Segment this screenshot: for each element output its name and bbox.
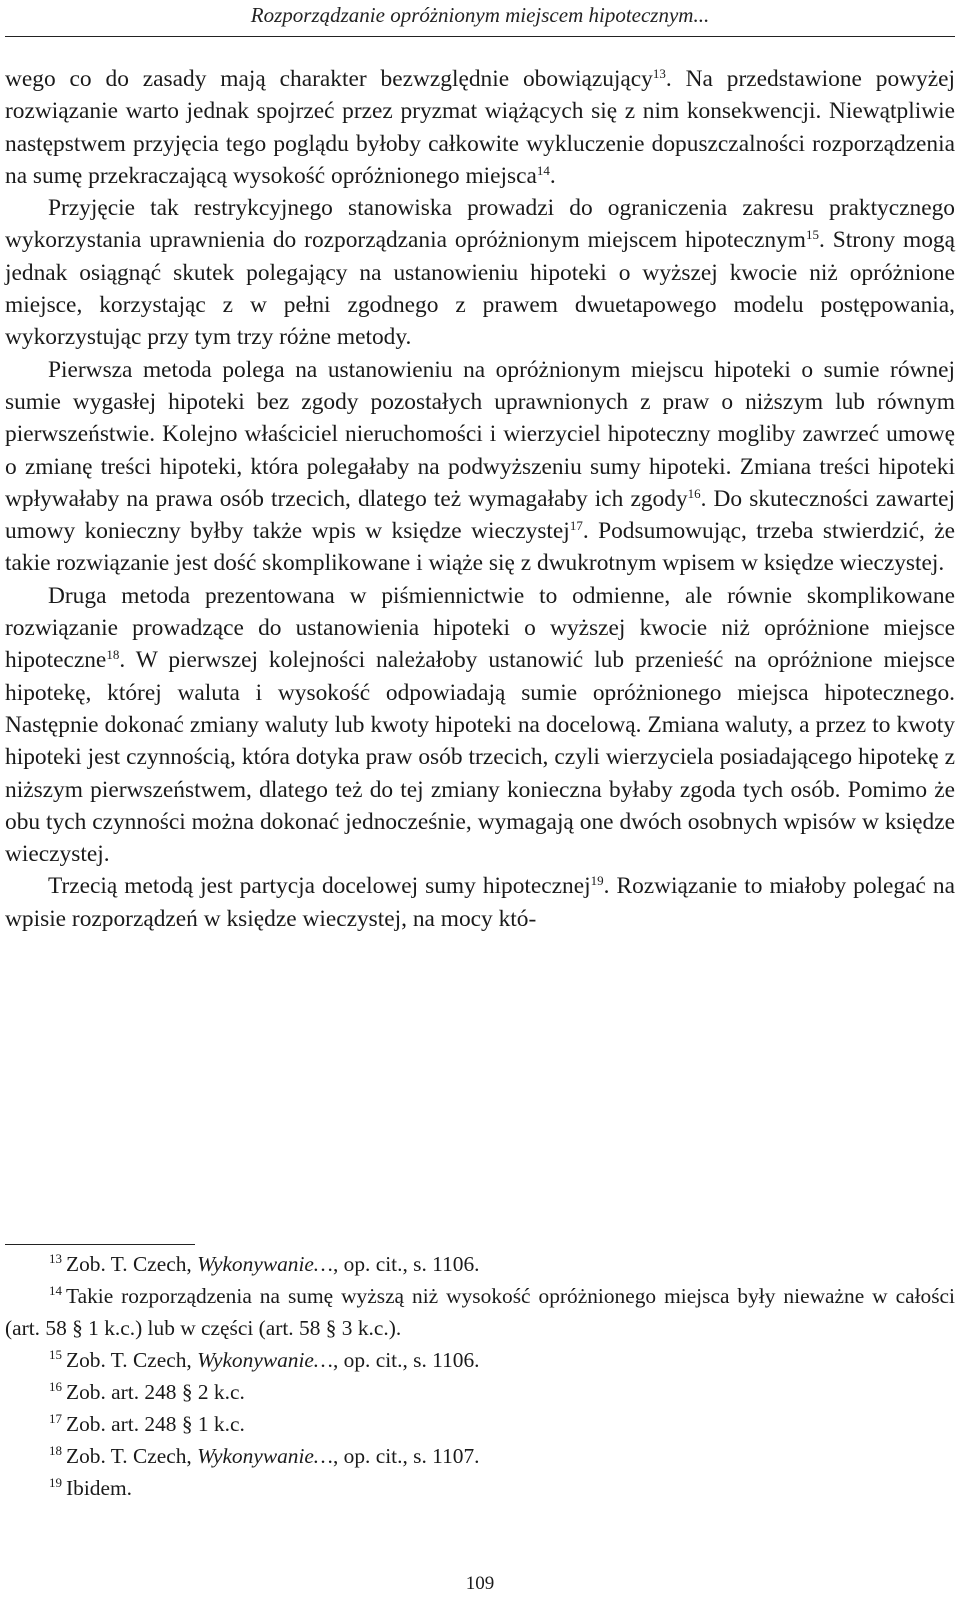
running-header: Rozporządzanie opróżnionym miejscem hipotecznym...	[250, 3, 710, 27]
footnote-14	[5, 1280, 955, 1344]
text-run: . Rozwiązanie to miałoby polegać na wpisie rozporządzeń w księdze wieczystej, na mocy któ-	[5, 873, 955, 932]
footnote-text: Zob. T. Czech,	[66, 1348, 198, 1372]
footnote-number: 16	[49, 1379, 62, 1394]
page-number: 109	[465, 1573, 495, 1594]
footnote-text: Zob. T. Czech,	[66, 1444, 198, 1468]
footnote-15	[5, 1344, 955, 1376]
footnote-text: Takie rozporządzenia na sumę wyższą niż wysokość opróżnionego miejsca były nieważne w całości (art. 58 § 1 k.c.) lub w części (art. 58 § 3 k.c.).	[5, 1284, 955, 1340]
header-rule	[5, 36, 955, 37]
footnote-ref-18[interactable]: 18	[106, 647, 120, 663]
footnote-text: , op. cit., s. 1106.	[332, 1348, 480, 1372]
footnote-text: Zob. art. 248 § 1 k.c.	[66, 1412, 245, 1436]
footnote-text: , op. cit., s. 1107.	[332, 1444, 480, 1468]
footnote-number: 17	[49, 1411, 62, 1426]
paragraph-3	[5, 354, 955, 580]
footnote-number: 13	[49, 1251, 62, 1266]
main-text	[5, 63, 955, 935]
footnote-number: 14	[49, 1283, 62, 1298]
paragraph-1	[5, 63, 955, 192]
footnote-text: Zob. art. 248 § 2 k.c.	[66, 1380, 245, 1404]
paragraph-4	[5, 580, 955, 871]
footnote-ref-14[interactable]: 14	[536, 162, 550, 178]
text-run: wego co do zasady mają charakter bezwzględnie obowiązujący	[5, 66, 653, 92]
footnote-19	[5, 1472, 955, 1504]
text-run: . Podsumowując, trzeba stwierdzić, że takie rozwiązanie jest dość skomplikowane i wiąże się z dwukrotnym wpisem w księdze wieczystej.	[5, 518, 955, 577]
text-run: . W pierwszej kolejności należałoby ustanowić lub przenieść na opróżnione miejsce hipotekę, której waluta i wysokość odpowiadają sumie opróżnionego miejsca hipotecznego. Następnie dokonać zmiany waluty lub kwoty hipoteki na docelową. Zmiana waluty, a przez to kwoty hipoteki jest czynnością, która dotyka praw osób trzecich, czyli wierzyciela posiadającego hipotekę z niższym pierwszeństwem, dlatego też do tej zmiany konieczna byłaby zgoda tych osób. Pomimo że obu tych czynności można dokonać jednocześnie, wymagają one dwóch osobnych wpisów w księdze wieczystej.	[5, 647, 955, 868]
text-run: .	[549, 162, 556, 189]
footnote-ref-17[interactable]: 17	[569, 518, 583, 534]
footnote-ref-19[interactable]: 19	[590, 873, 604, 889]
footnote-ref-13[interactable]: 13	[652, 66, 666, 81]
footnote-number: 19	[49, 1475, 62, 1490]
text-run: Druga metoda prezentowana w piśmiennictwie to odmienne, ale równie skomplikowane rozwiązanie prowadzące do ustanowienia hipoteki o wyższej kwocie niż opróżnione miejsce hipoteczne	[5, 582, 955, 674]
footnote-number: 15	[49, 1347, 62, 1362]
text-run: Przyjęcie tak restrykcyjnego stanowiska prowadzi do ograniczenia zakresu praktycznego wykorzystania uprawnienia do rozporządzania opróżnionym miejscem hipotecznym	[5, 195, 955, 254]
footnote-title: Wykonywanie…	[197, 1444, 333, 1468]
text-run: Trzecią metodą jest partycja docelowej sumy hipotecznej	[48, 873, 591, 900]
footnote-title: Wykonywanie…	[197, 1252, 333, 1276]
footnote-title: Wykonywanie…	[197, 1348, 333, 1372]
footnote-ref-16[interactable]: 16	[687, 485, 701, 501]
text-run: . Do skuteczności zawartej umowy konieczny byłby także wpis w księdze wieczystej	[5, 485, 955, 545]
text-run: Pierwsza metoda polega na ustanowieniu na opróżnionym miejscu hipoteki o sumie równej sumie wygasłej hipoteki bez zgody pozostałych uprawnionych z praw o niższym lub równym pierwszeństwie. Kolejno właściciel nieruchomości i wierzyciel hipoteczny mogliby zawrzeć umowę o zmianę treści hipoteki, która polegałaby na podwyższeniu sumy hipoteki. Zmiana treści hipoteki wpływałaby na prawa osób trzecich, dlatego też wymagałaby ich zgody	[5, 356, 955, 512]
text-run: . Na przedstawione powyżej rozwiązanie warto jednak spojrzeć przez pryzmat wiążących się z nim konsekwencji. Niewątpliwie następstwem przyjęcia tego poglądu byłoby całkowite wykluczenie dopuszczalności rozporządzenia na sumę przekraczającą wysokość opróżnionego miejsca	[5, 66, 955, 189]
footnote-rule	[5, 1244, 195, 1245]
footnote-text: Ibidem.	[66, 1476, 132, 1500]
footnote-13	[5, 1248, 955, 1280]
paragraph-5	[5, 870, 955, 935]
footnotes	[5, 1248, 955, 1504]
footnote-18	[5, 1440, 955, 1472]
paragraph-2	[5, 192, 955, 353]
footnote-16	[5, 1376, 955, 1408]
text-run: . Strony mogą jednak osiągnąć skutek polegający na ustanowieniu hipoteki o wyższej kwocie niż opróżnione miejsce, korzystając z w pełni zgodnego z prawem dwuetapowego modelu postępowania, wykorzystując przy tym trzy różne metody.	[5, 227, 955, 351]
footnote-17	[5, 1408, 955, 1440]
footnote-number: 18	[49, 1443, 62, 1458]
footnote-text: Zob. T. Czech,	[66, 1252, 198, 1276]
footnote-text: , op. cit., s. 1106.	[332, 1252, 480, 1276]
footnote-ref-15[interactable]: 15	[805, 227, 819, 243]
